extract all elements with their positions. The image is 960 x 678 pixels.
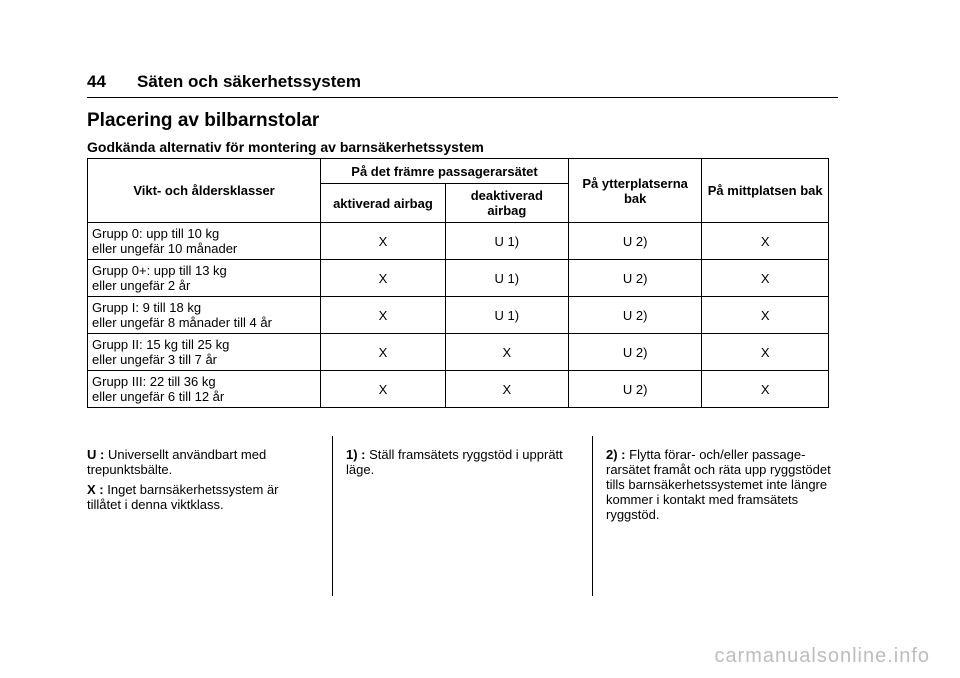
airbag-on-cell: X — [321, 334, 446, 371]
outer-rear-cell: U 2) — [568, 371, 701, 408]
header-front-seat: På det främre passagerarsätet — [321, 159, 569, 184]
legend-u: U : Universellt användbart med trepunktsbälte. — [87, 447, 267, 477]
table-row — [88, 334, 829, 371]
header-outer-rear: På ytterplatserna bak — [568, 159, 701, 223]
section-title: Säten och säkerhetssystem — [137, 72, 361, 91]
header-weight-class: Vikt- och åldersklasser — [88, 159, 321, 223]
legend-column — [87, 447, 312, 517]
airbag-on-cell: X — [321, 223, 446, 260]
middle-rear-cell: X — [702, 334, 829, 371]
weight-class-cell: Grupp II: 15 kg till 25 kg eller ungefär 3 till 7 år — [88, 334, 321, 371]
airbag-off-cell: X — [445, 334, 568, 371]
weight-class-cell: Grupp I: 9 till 18 kg eller ungefär 8 månader till 4 år — [88, 297, 321, 334]
weight-class-cell: Grupp 0: upp till 10 kg eller ungefär 10 månader — [88, 223, 321, 260]
legend-x: X : Inget barnsäkerhetssystem är tillåtet i denna viktklass. — [87, 482, 279, 512]
outer-rear-cell: U 2) — [568, 260, 701, 297]
airbag-off-cell: U 1) — [445, 297, 568, 334]
airbag-on-cell: X — [321, 371, 446, 408]
table-row — [88, 371, 829, 408]
watermark: carmanualsonline.info — [714, 645, 930, 667]
page-header — [87, 72, 361, 92]
table-row — [88, 260, 829, 297]
page-number: 44 — [87, 72, 106, 91]
weight-class-cell: Grupp III: 22 till 36 kg eller ungefär 6 till 12 år — [88, 371, 321, 408]
footnote-1: 1) : Ställ framsätets ryggstöd i upprätt läge. — [346, 447, 563, 477]
middle-rear-cell: X — [702, 371, 829, 408]
weight-class-cell: Grupp 0+: upp till 13 kg eller ungefär 2 år — [88, 260, 321, 297]
header-middle-rear: På mittplatsen bak — [702, 159, 829, 223]
outer-rear-cell: U 2) — [568, 223, 701, 260]
airbag-on-cell: X — [321, 260, 446, 297]
header-airbag-on: aktiverad airbag — [321, 184, 446, 223]
column-divider — [332, 436, 333, 596]
header-airbag-off: deaktiverad airbag — [445, 184, 568, 223]
middle-rear-cell: X — [702, 260, 829, 297]
airbag-on-cell: X — [321, 297, 446, 334]
middle-rear-cell: X — [702, 297, 829, 334]
airbag-off-cell: U 1) — [445, 223, 568, 260]
child-seat-table — [87, 158, 829, 408]
outer-rear-cell: U 2) — [568, 297, 701, 334]
airbag-off-cell: X — [445, 371, 568, 408]
column-divider — [592, 436, 593, 596]
outer-rear-cell: U 2) — [568, 334, 701, 371]
table-row — [88, 297, 829, 334]
table-caption: Godkända alternativ för montering av barnsäkerhetssystem — [87, 139, 484, 155]
footnote-2: 2) : Flytta förar- och/eller passagerarsätet framåt och räta upp ryggstödet tills barnsäkerhetssystemet inte längre kommer i kontakt med framsätets ryggstöd. — [606, 447, 831, 522]
header-rule — [87, 97, 838, 98]
middle-rear-cell: X — [702, 223, 829, 260]
airbag-off-cell: U 1) — [445, 260, 568, 297]
page-title: Placering av bilbarnstolar — [87, 110, 320, 131]
table-row — [88, 223, 829, 260]
